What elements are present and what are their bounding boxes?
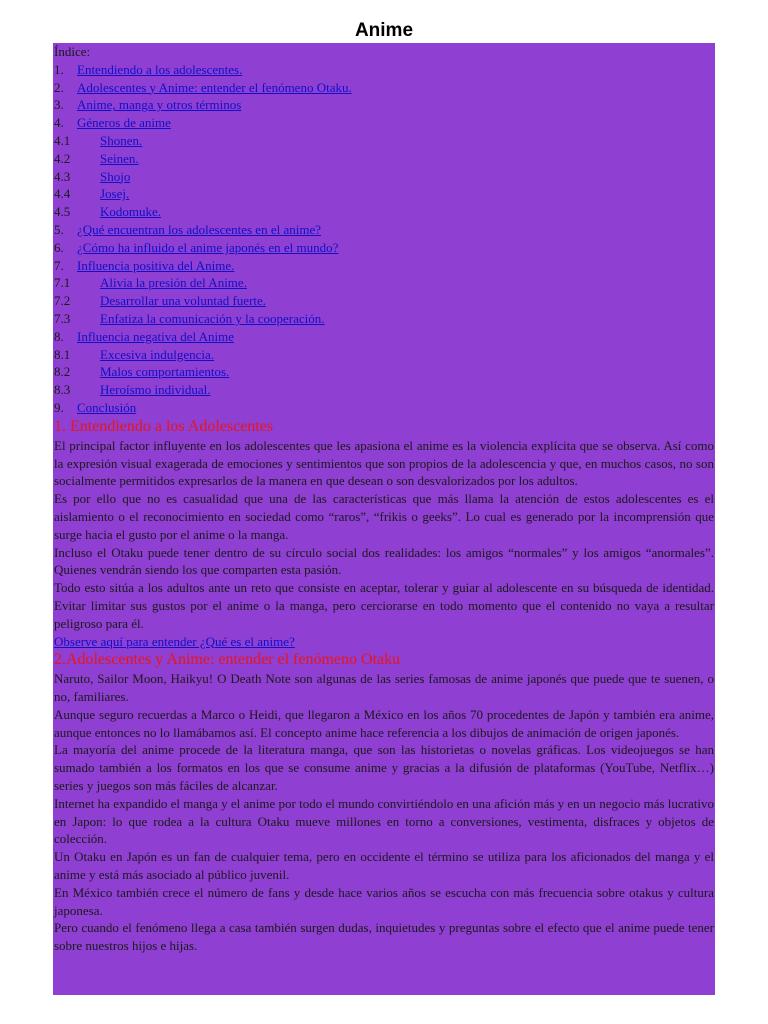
- body-paragraph: El principal factor influyente en los adolescentes que les apasiona el anime es la violencia explícita que se observa. Así como la expresión visual exagerada de emociones y sentimientos que son propios de la adolescencia y que, en muchos casos, no son socialmente permitidos expresarlos de la manera en que desean o son desvalorizados por los adultos.: [54, 437, 714, 489]
- toc-item-link[interactable]: Adolescentes y Anime: entender el fenómeno Otaku.: [77, 79, 352, 95]
- toc-item-link[interactable]: Desarrollar una voluntad fuerte.: [100, 293, 267, 309]
- toc-item-number: 7.3: [54, 310, 71, 326]
- toc-item: [54, 221, 714, 239]
- toc-item-link[interactable]: Entendiendo a los adolescentes.: [77, 61, 243, 77]
- toc-item-number: 7.1: [54, 275, 71, 291]
- toc-item: [54, 185, 714, 203]
- toc-item-link[interactable]: Seinen.: [100, 150, 139, 166]
- body-paragraph: En México también crece el número de fans y desde hace varios años se escucha con más frecuencia sobre otakus y cultura japonesa.: [54, 884, 714, 918]
- toc-item-number: 7.: [54, 257, 64, 273]
- toc-item: [54, 292, 714, 310]
- body-paragraph: Naruto, Sailor Moon, Haikyu! O Death Note son algunas de las series famosas de anime japonés que puede que te suenen, o no, familiares.: [54, 671, 714, 705]
- document-page: [53, 43, 715, 995]
- toc-item-link[interactable]: Heroísmo individual.: [100, 382, 211, 398]
- document-title: Anime: [354, 20, 414, 41]
- toc-item-number: 8.2: [54, 364, 71, 380]
- what-is-anime-link[interactable]: Observe aquí para entender ¿Qué es el anime?: [54, 633, 295, 649]
- toc-item-link[interactable]: Shonen.: [100, 132, 143, 148]
- toc-item-number: 8.1: [54, 346, 71, 362]
- toc-item-number: 8.: [54, 328, 64, 344]
- section-2-heading: 2.Adolescentes y Anime: entender el fenómeno Otaku: [54, 651, 401, 669]
- toc-item: [54, 132, 714, 150]
- toc-item-link[interactable]: Josej.: [100, 186, 130, 202]
- toc-item-number: 4.3: [54, 168, 71, 184]
- toc-item: [54, 203, 714, 221]
- toc-item-link[interactable]: Anime, manga y otros términos: [77, 97, 242, 113]
- toc-item-number: 9.: [54, 399, 64, 415]
- toc-item: [54, 381, 714, 399]
- toc-item: [54, 363, 714, 381]
- toc-item-number: 5.: [54, 221, 64, 237]
- toc-item-link[interactable]: Enfatiza la comunicación y la cooperación.: [100, 310, 325, 326]
- toc-item-number: 4.5: [54, 204, 71, 220]
- index-label: Índice:: [54, 44, 91, 59]
- toc-item-number: 3.: [54, 97, 64, 113]
- toc-item-number: 6.: [54, 239, 64, 255]
- toc-item-number: 4.4: [54, 186, 71, 202]
- toc-list: [54, 61, 714, 417]
- toc-item-link[interactable]: ¿Qué encuentran los adolescentes en el anime?: [77, 221, 321, 237]
- section-1-body: [54, 437, 714, 633]
- toc-item-link[interactable]: Conclusión: [77, 399, 137, 415]
- toc-item-number: 7.2: [54, 293, 71, 309]
- toc-item: [54, 399, 714, 417]
- toc-item-link[interactable]: ¿Cómo ha influido el anime japonés en el mundo?: [77, 239, 339, 255]
- toc-item: [54, 114, 714, 132]
- body-paragraph: Es por ello que no es casualidad que una de las características que más llama la atención de estos adolescentes es el aislamiento o el reconocimiento en sociedad como “raros”, “frikis o geeks”. Lo cual es generado por la incomprensión que surge hacia el gusto por el anime o la manga.: [54, 491, 714, 542]
- toc-item-number: 2.: [54, 79, 64, 95]
- toc-item-link[interactable]: Alivia la presión del Anime.: [100, 275, 247, 291]
- toc-item-number: 4.1: [54, 132, 71, 148]
- body-paragraph: La mayoría del anime procede de la literatura manga, que son las historietas o novelas gráficas. Los videojuegos se han sumado también a los formatos en los que se consume anime y gracias a la difusión de plataformas (YouTube, Netflix…) series y juegos son más fáciles de alcanzar.: [54, 742, 714, 794]
- toc-item: [54, 257, 714, 275]
- body-paragraph: Internet ha expandido el manga y el anime por todo el mundo convirtiéndolo en una afición más y en un negocio más lucrativo en Japon: lo que rodea a la cultura Otaku mueve millones en torno a conversiones, vestimenta, disfraces y objetos de colección.: [54, 795, 714, 847]
- toc-item-number: 8.3: [54, 382, 71, 398]
- toc-item-link[interactable]: Malos comportamientos.: [100, 364, 230, 380]
- body-paragraph: Pero cuando el fenómeno llega a casa también surgen dudas, inquietudes y preguntas sobre el efecto que el anime puede tener sobre nuestros hijos e hijas.: [54, 920, 714, 954]
- toc-item: [54, 150, 714, 168]
- toc-item: [54, 274, 714, 292]
- body-paragraph: Incluso el Otaku puede tener dentro de su círculo social dos realidades: los amigos “normales” y los amigos “anormales”. Quienes vendrán siendo los que comparten esta pasión.: [54, 544, 714, 578]
- toc-item: [54, 328, 714, 346]
- toc-item: [54, 61, 714, 79]
- section-1-heading: 1. Entendiendo a los Adolescentes: [54, 417, 274, 435]
- toc-item-link[interactable]: Géneros de anime: [77, 115, 171, 131]
- toc-item-link[interactable]: Shojo: [100, 168, 131, 184]
- toc-item: [54, 346, 714, 364]
- table-of-contents: [54, 43, 714, 417]
- body-paragraph: Un Otaku en Japón es un fan de cualquier tema, pero en occidente el término se utiliza para los aficionados del manga y el anime y está más asociado al público juvenil.: [54, 849, 714, 883]
- toc-item-link[interactable]: Influencia negativa del Anime: [77, 328, 235, 344]
- toc-item: [54, 310, 714, 328]
- toc-item-number: 1.: [54, 61, 64, 77]
- body-paragraph: Todo esto sitúa a los adultos ante un reto que consiste en aceptar, tolerar y guiar al adolescente en su búsqueda de identidad. Evitar limitar sus gustos por el anime o la manga, pero cerciorarse en todo momento que el contenido no vaya a resultar peligroso para él.: [54, 580, 714, 631]
- toc-item: [54, 168, 714, 186]
- toc-item-link[interactable]: Kodomuke.: [100, 204, 162, 220]
- body-paragraph: Aunque seguro recuerdas a Marco o Heidi, que llegaron a México en los años 70 procedentes de Japón y también era anime, aunque entonces no lo llamábamos así. El concepto anime hace referencia a los dibujos de animación de origen japonés.: [54, 706, 714, 740]
- toc-item-number: 4.2: [54, 150, 71, 166]
- toc-item: [54, 79, 714, 97]
- toc-item: [54, 96, 714, 114]
- section-2-body: [54, 670, 714, 955]
- toc-item-number: 4.: [54, 115, 64, 131]
- toc-item-link[interactable]: Excesiva indulgencia.: [100, 346, 215, 362]
- toc-item-link[interactable]: Influencia positiva del Anime.: [77, 257, 235, 273]
- toc-item: [54, 239, 714, 257]
